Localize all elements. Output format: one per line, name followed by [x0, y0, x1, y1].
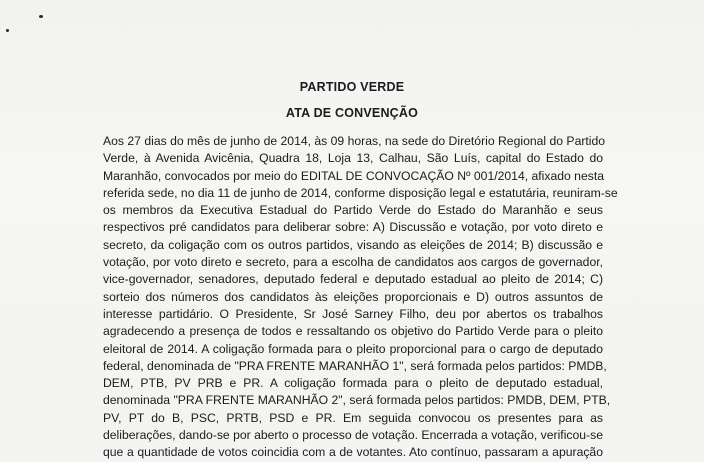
text-line: sorteio dos números dos candidatos às eleições proporcionais e D) outros assuntos de	[103, 289, 603, 304]
text-line: interesse partidário. O Presidente, Sr José Sarney Filho, deu por abertos os trabalhos	[103, 306, 603, 321]
text-line: deliberações, dando-se por aberto o processo de votação. Encerrada a votação, verificou-se	[103, 428, 603, 443]
text-line: Maranhão, convocados por meio do EDITAL DE CONVOCAÇÃO Nº 001/2014, afixado nesta	[103, 168, 605, 183]
party-heading: PARTIDO VERDE	[299, 80, 405, 94]
document-title: ATA DE CONVENÇÃO	[285, 106, 419, 120]
scan-speck	[39, 15, 43, 18]
text-line: que a quantidade de votos coincidia com a de votantes. Ato contínuo, passaram a apuração	[103, 445, 603, 460]
text-line: respectivos pré candidatos para deliberar sobre: A) Discussão e votação, por voto direto e	[103, 220, 603, 235]
minutes-paragraph	[103, 133, 618, 462]
text-line: federal, denominada de "PRA FRENTE MARANHÃO 1", será formada pelos partidos: PMDB,	[103, 358, 607, 373]
text-line: votação, por voto direto e secreto, para a escolha de candidatos aos cargos de governador,	[103, 255, 603, 270]
text-line: agradecendo a presença de todos e ressaltando os objetivo do Partido Verde para o pleito	[103, 324, 603, 339]
text-line: os membros da Executiva Estadual do Partido Verde do Estado do Maranhão e seus	[103, 203, 603, 218]
text-line: secreto, da coligação com os outros partidos, visando as eleições de 2014; B) discussão e	[103, 237, 603, 252]
text-line: referida sede, no dia 11 de junho de 2014, conforme disposição legal e estatutária, reuniram-se	[103, 185, 618, 200]
text-line: PV, PT do B, PSC, PRTB, PSD e PR. Em seguida convocou os presentes para as	[103, 410, 603, 425]
text-line: denominada "PRA FRENTE MARANHÃO 2", será formada pelos partidos: PMDB, DEM, PTB,	[103, 393, 611, 408]
scan-speck	[6, 29, 9, 32]
text-line: DEM, PTB, PV PRB e PR. A coligação formada para o pleito de deputado estadual,	[103, 376, 603, 391]
text-line: eleitoral de 2014. A coligação formada para o pleito proporcional para o cargo de deputado	[103, 341, 603, 356]
text-line: vice-governador, senadores, deputado federal e deputado estadual ao pleito de 2014; C)	[103, 272, 603, 287]
text-line: Verde, à Avenida Avicênia, Quadra 18, Loja 13, Calhau, São Luís, capital do Estado do	[103, 151, 603, 166]
text-line: Aos 27 dias do mês de junho de 2014, às 09 horas, na sede do Diretório Regional do Partido	[103, 134, 606, 148]
